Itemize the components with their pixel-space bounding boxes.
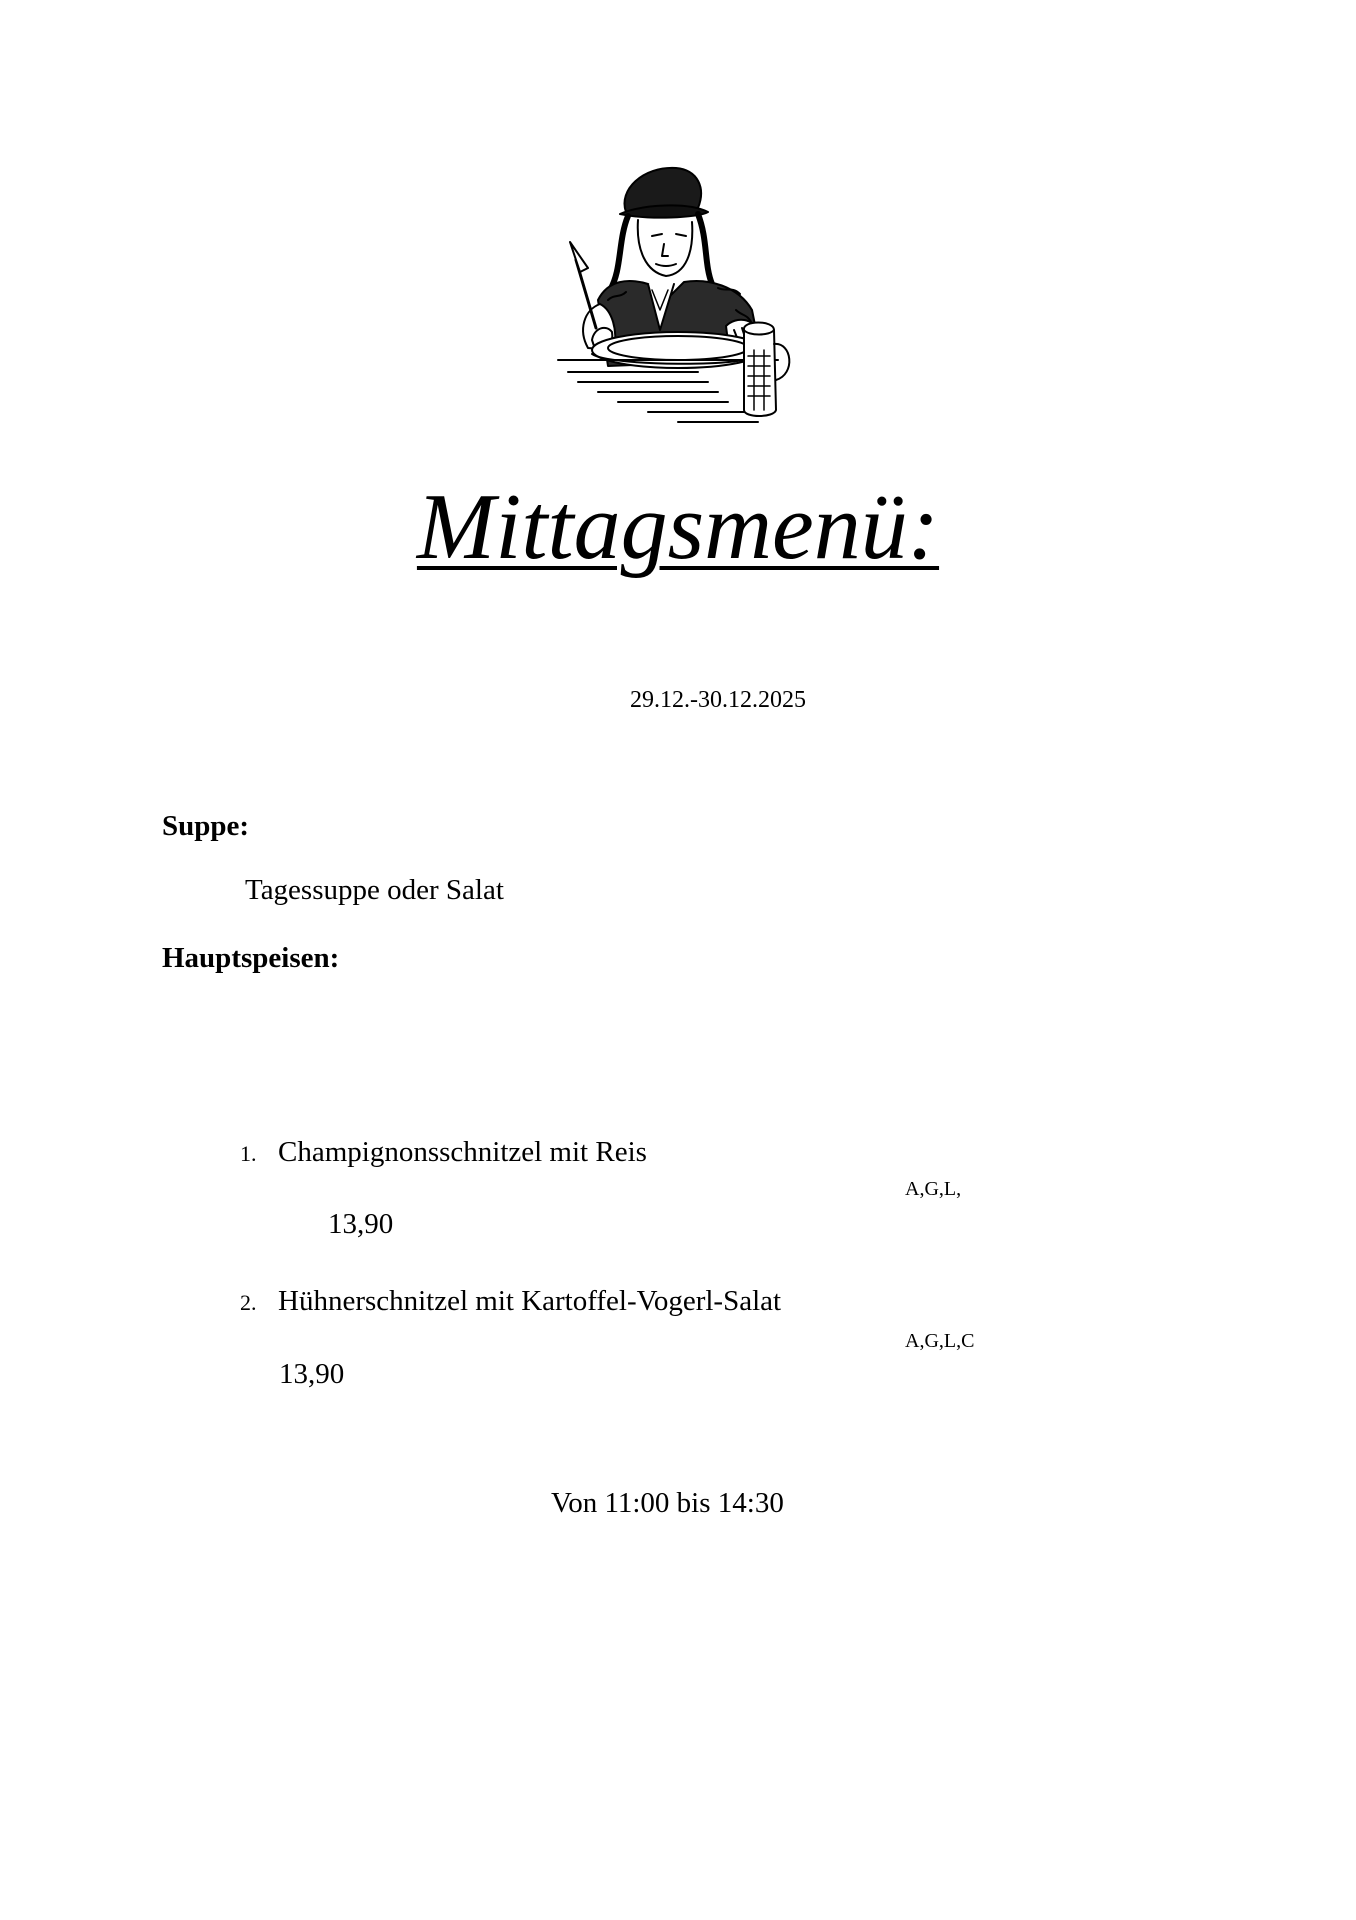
dish-price: 13,90 xyxy=(279,1358,345,1390)
dish-number: 1. xyxy=(240,1141,257,1166)
list-item xyxy=(240,1134,647,1172)
opening-hours: Von 11:00 bis 14:30 xyxy=(551,1487,784,1519)
dish-name: Champignonsschnitzel mit Reis xyxy=(278,1136,647,1168)
man-eating-illustration xyxy=(548,160,816,432)
menu-date: 29.12.-30.12.2025 xyxy=(630,687,806,713)
menu-title: Mittagsmenü: xyxy=(416,475,940,579)
dish-price: 13,90 xyxy=(328,1208,394,1240)
dish-allergens: A,G,L,C xyxy=(905,1330,975,1352)
dish-number: 2. xyxy=(240,1290,257,1315)
mains-heading: Hauptspeisen: xyxy=(162,942,340,974)
dish-allergens: A,G,L, xyxy=(905,1178,962,1200)
dish-name: Hühnerschnitzel mit Kartoffel-Vogerl-Salat xyxy=(278,1285,782,1317)
soup-heading: Suppe: xyxy=(162,810,250,842)
list-item xyxy=(240,1283,781,1321)
soup-text: Tagessuppe oder Salat xyxy=(245,874,504,906)
